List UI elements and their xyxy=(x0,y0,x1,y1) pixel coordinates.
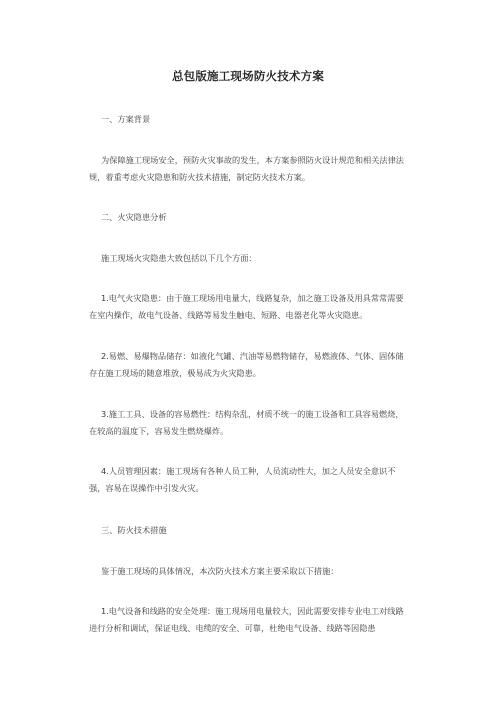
paragraph-flammable-storage: 2.易燃、易爆物品储存：如液化气罐、汽油等易燃物储存，易燃液体、气体、固体储存在施工现场的随意堆放，极易成为火灾隐患。 xyxy=(89,351,404,378)
paragraph-personnel-management: 4.人员管理因素：施工现场有各种人员工种，人员流动性大，加之人员安全意识不强，容易在误操作中引发火灾。 xyxy=(89,466,396,493)
paragraph-electrical-safety: 1.电气设备和线路的安全处理：施工现场用电量较大，因此需要安排专业电工对线路进行分析和调试，保证电线、电缆的安全、可靠，杜绝电气设备、线路等因隐患 xyxy=(89,606,404,633)
paragraph-measures-intro: 鉴于施工现场的具体情况，本次防火技术方案主要采取以下措施： xyxy=(101,566,339,576)
paragraph-electrical-hazard: 1.电气火灾隐患：由于施工现场用电量大，线路复杂，加之施工设备及用具常常需要在室内操作，故电气设备、线路等易发生触电、短路、电器老化等火灾隐患。 xyxy=(89,293,404,320)
paragraph-background: 为保障施工现场安全，预防火灾事故的发生，本方案参照防火设计规范和相关法律法规，着重考虑火灾隐患和防火技术措施，制定防火技术方案。 xyxy=(89,155,404,182)
section-heading-hazard-analysis: 二、火灾隐患分析 xyxy=(101,212,167,222)
document-title: 总包版施工现场防火技术方案 xyxy=(171,69,325,83)
paragraph-tools-flammability: 3.施工工具、设备的容易燃性：结构杂乱，材质不统一的施工设备和工具容易燃烧，在较高的温度下，容易发生燃烧爆炸。 xyxy=(89,409,404,436)
section-heading-fire-measures: 三、防火技术措施 xyxy=(101,525,167,535)
section-heading-background: 一、方案背景 xyxy=(101,114,151,124)
paragraph-hazard-intro: 施工现场火灾隐患大致包括以下几个方面： xyxy=(101,253,257,263)
